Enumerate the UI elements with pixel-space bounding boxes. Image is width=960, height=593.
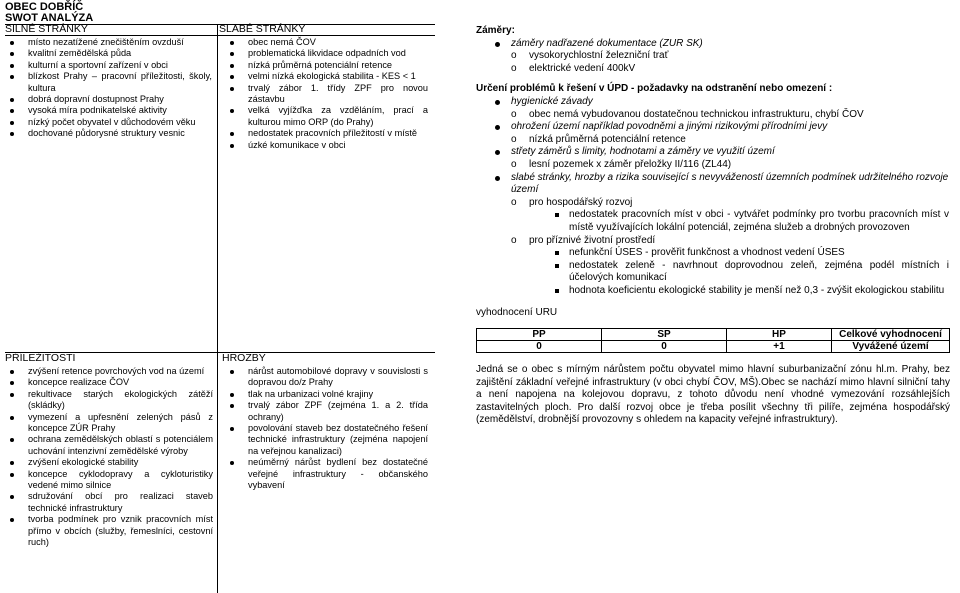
uru-label: vyhodnocení URU bbox=[476, 307, 558, 318]
column-divider bbox=[217, 24, 218, 593]
env-item: nedostatek zeleně - navrhnout doprovodnou zeleň, zejména podél místních i účelových komunikací bbox=[569, 259, 949, 284]
hygiene-item: o obec nemá vybudovanou dostatečnou technickou infrastrukturu, chybí ČOV bbox=[529, 109, 951, 122]
list-item: tlak na urbanizaci volné krajiny bbox=[248, 389, 428, 400]
list-item: povolování staveb bez dostatečného řešení technické infrastruktury (zejména napojení na veřejnou kanalizaci) bbox=[248, 423, 428, 456]
table-cell-sp: 0 bbox=[602, 341, 727, 353]
env-item: hodnota koeficientu ekologické stability je menší než 0,3 - zvýšit ekologickou stabilitu bbox=[569, 285, 949, 298]
list-item: koncepce cyklodopravy a cykloturistiky vedené mimo silnice bbox=[28, 468, 213, 491]
list-item: velká vyjížďka za vzděláním, prací a kulturou mimo ORP (do Prahy) bbox=[248, 105, 428, 127]
threats-list bbox=[248, 366, 428, 491]
zamery-item: o elektrické vedení 400kV bbox=[529, 63, 951, 76]
list-item: nízký počet obyvatel v důchodovém věku bbox=[28, 117, 212, 128]
weaknesses-header: SLABÉ STRÁNKY bbox=[219, 23, 306, 35]
opportunities-header: PŘÍLEŽITOSTI bbox=[5, 352, 76, 364]
list-item: nárůst automobilové dopravy v souvislosti s dopravou do/z Prahy bbox=[248, 366, 428, 388]
econ-label: o pro hospodářský rozvoj bbox=[529, 197, 951, 210]
problems-title: Určení problémů k řešení v ÚPD - požadavky na odstranění nebo omezení : bbox=[476, 83, 833, 95]
evaluation-table bbox=[476, 328, 950, 353]
list-item: zvýšení ekologické stability bbox=[28, 457, 213, 468]
strengths-header: SILNÉ STRÁNKY bbox=[5, 23, 88, 35]
env-item: nefunkční ÚSES - prověřit funkčnost a vhodnost vedení ÚSES bbox=[569, 247, 949, 260]
document-subtitle: SWOT ANALÝZA bbox=[5, 12, 94, 24]
list-item: dochované půdorysné struktury vesnic bbox=[28, 128, 212, 139]
list-item: sdružování obcí pro realizaci staveb technické infrastruktury bbox=[28, 491, 213, 513]
zamery-item: o vysokorychlostní železniční trať bbox=[529, 50, 951, 63]
threats-header: HROZBY bbox=[222, 352, 266, 364]
list-item: rekultivace starých ekologických zátěží (skládky) bbox=[28, 388, 213, 411]
opportunities-list bbox=[28, 366, 213, 549]
document-title: OBEC DOBŘÍČ bbox=[5, 1, 84, 13]
table-header-sp: SP bbox=[602, 329, 727, 341]
list-item: neúměrný nárůst bydlení bez dostatečné veřejné infrastruktury - občanského vybavení bbox=[248, 457, 428, 491]
list-item: vymezení a upřesnění zelených pásů z koncepce ZÚR Prahy bbox=[28, 411, 213, 434]
list-item: místo nezatížené znečištěním ovzduší bbox=[28, 37, 212, 48]
conflicts-item: o lesní pozemek x záměr přeložky II/116 (ZL44) bbox=[529, 159, 951, 172]
strengths-list bbox=[28, 37, 212, 140]
table-header-total: Celkové vyhodnocení bbox=[832, 329, 950, 341]
list-item: vysoká míra podnikatelské aktivity bbox=[28, 105, 212, 116]
summary-paragraph: Jedná se o obec s mírným nárůstem počtu obyvatel mimo hlavní suburbanizační zónu hl.m. Prahy, bez zajištění základní veřejné infrastruktury (v obci chybí ČOV, MŠ).Obec se nachází mimo hlavní silniční tahy a není napojena na kolejovou dopravu, z tohoto důvodu není vhodné vymezování rozsáhlejších zastavitelných ploch. Pro další rozvoj obce je třeba posílit všechny tři pilíře, zejména hospodářský (zemědělství, drobnější provozovny s ohledem na kapacity veřejné infrastruktury). bbox=[476, 364, 950, 426]
list-item: úzké komunikace v obci bbox=[248, 140, 428, 151]
table-cell-hp: +1 bbox=[727, 341, 832, 353]
list-item: trvalý zábor ZPF (zejména 1. a 2. třída ochrany) bbox=[248, 400, 428, 422]
table-cell-total: Vyvážené území bbox=[832, 341, 950, 353]
list-item: velmi nízká ekologická stabilita - KES < 1 bbox=[248, 71, 428, 82]
weaknesses-list bbox=[248, 37, 428, 151]
env-label: o pro příznivé životní prostředí bbox=[529, 235, 951, 248]
weak-label: slabé stránky, hrozby a rizika související s nevyvážeností územních podmínek udržitelného rozvoje území bbox=[511, 172, 951, 197]
flood-label: ohrožení území například povodněmi a jinými rizikovými přírodními jevy bbox=[511, 121, 951, 134]
conflicts-label: střety záměrů s limity, hodnotami a záměry ve využití území bbox=[511, 146, 951, 159]
list-item: tvorba podmínek pro vznik pracovních míst přímo v obcích (služby, řemeslníci, cestovní ruch) bbox=[28, 514, 213, 548]
flood-item: o nízká průměrná potenciální retence bbox=[529, 134, 951, 147]
list-item: kulturní a sportovní zařízení v obci bbox=[28, 60, 212, 71]
list-item: trvalý zábor 1. třídy ZPF pro novou zástavbu bbox=[248, 82, 428, 105]
table-header-hp: HP bbox=[727, 329, 832, 341]
hygiene-label: hygienické závady bbox=[511, 96, 951, 109]
list-item: dobrá dopravní dostupnost Prahy bbox=[28, 94, 212, 105]
list-item: nízká průměrná potenciální retence bbox=[248, 60, 428, 71]
list-item: problematická likvidace odpadních vod bbox=[248, 48, 428, 59]
list-item: obec nemá ČOV bbox=[248, 37, 428, 48]
header-divider bbox=[5, 35, 435, 36]
list-item: blízkost Prahy – pracovní příležitosti, školy, kultura bbox=[28, 71, 212, 93]
list-item: zvýšení retence povrchových vod na území bbox=[28, 366, 213, 377]
table-cell-pp: 0 bbox=[477, 341, 602, 353]
list-item: ochrana zemědělských oblastí s potenciálem uchování intenzivní zemědělské výroby bbox=[28, 434, 213, 456]
list-item: kvalitní zemědělská půda bbox=[28, 48, 212, 59]
zamery-title: Záměry: bbox=[476, 25, 515, 36]
table-header-pp: PP bbox=[477, 329, 602, 341]
econ-item: nedostatek pracovních míst v obci - vytvářet podmínky pro tvorbu pracovních míst v místě využívajících lokální potenciál, zejména služeb a drobných provozoven bbox=[569, 209, 949, 233]
right-column bbox=[476, 25, 951, 297]
list-item: koncepce realizace ČOV bbox=[28, 377, 213, 388]
zamery-head: záměry nadřazené dokumentace (ZUR SK) bbox=[511, 38, 951, 51]
list-item: nedostatek pracovních příležitostí v místě bbox=[248, 128, 428, 139]
